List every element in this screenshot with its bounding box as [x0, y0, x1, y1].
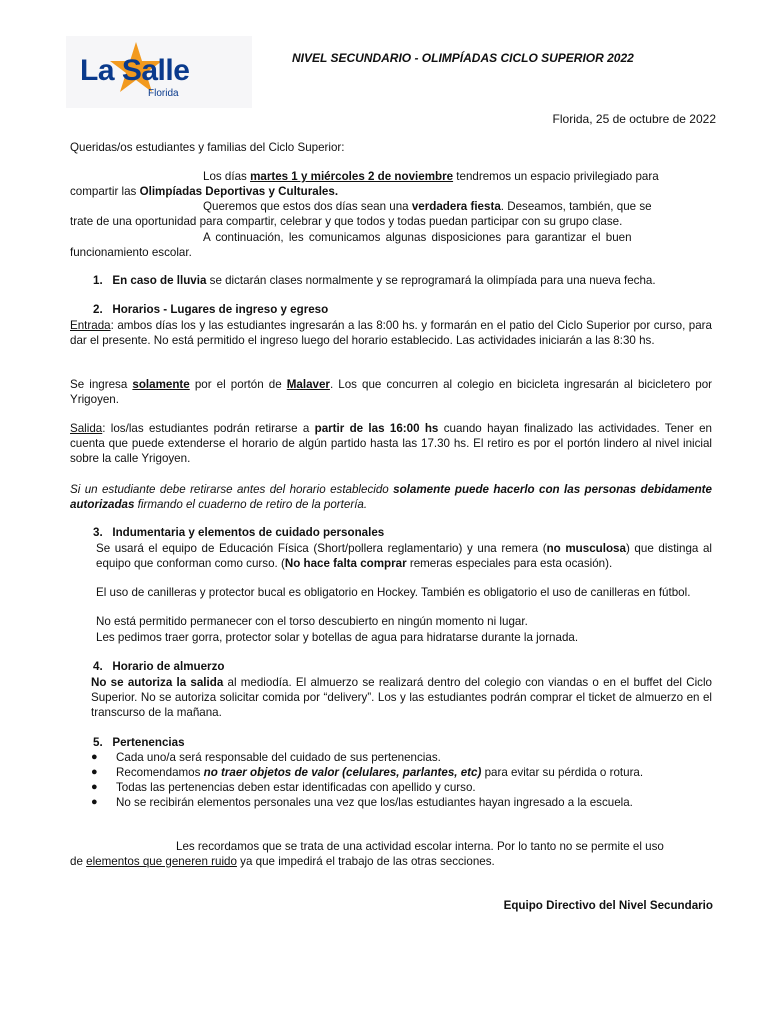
section-2-entrada: Entrada: ambos días los y las estudiantes ingresarán a las 8:00 hs. y formarán en el patio del Ciclo Superior por curso, para dar el presente. No está permitido el ingreso luego del horario establecido. Las actividades iniciarán a las 8:30 hs.: [70, 319, 712, 347]
bullet-icon: ●: [91, 766, 98, 778]
list-item: Recomendamos no traer objetos de valor (celulares, parlantes, etc) para evitar su pérdida o rotura.: [116, 766, 644, 779]
bullet-icon: ●: [91, 781, 98, 793]
section-2-ingreso: Se ingresa solamente por el portón de Malaver. Los que concurren al colegio en bicicleta ingresarán al bicicletero por Yrigoyen.: [70, 378, 713, 406]
section-5-heading: 5. Pertenencias: [93, 736, 185, 749]
logo-brand: La Salle: [80, 54, 190, 87]
section-3-heading: 3. Indumentaria y elementos de cuidado personales: [93, 526, 385, 539]
section-3-p4: Les pedimos traer gorra, protector solar y botellas de agua para hidratarse durante la jornada.: [96, 631, 579, 644]
intro-line-1: Los días martes 1 y miércoles 2 de noviembre tendremos un espacio privilegiado para: [203, 170, 659, 183]
list-item: No se recibirán elementos personales una vez que los/las estudiantes hayan ingresado a la escuela.: [116, 796, 633, 809]
section-3-p2: El uso de canilleras y protector bucal es obligatorio en Hockey. También es obligatorio el uso de canilleras en fútbol.: [96, 586, 691, 599]
section-3-p1: Se usará el equipo de Educación Física (Short/pollera reglamentario) y una remera (no musculosa) que distinga al equipo que conforman como curso. (No hace falta comprar remeras especiales para esta ocasión).: [96, 542, 713, 570]
closing-line-2: de elementos que generen ruido ya que impedirá el trabajo de las otras secciones.: [70, 855, 495, 868]
section-3-p3: No está permitido permanecer con el torso descubierto en ningún momento ni lugar.: [96, 615, 528, 628]
logo-sub: Florida: [148, 88, 179, 99]
list-item: Cada uno/a será responsable del cuidado de sus pertenencias.: [116, 751, 441, 764]
bullet-icon: ●: [91, 751, 98, 763]
signature: Equipo Directivo del Nivel Secundario: [503, 899, 713, 912]
intro-line-4: trate de una oportunidad para compartir, celebrar y que todos y todas puedan participar con su grupo clase.: [70, 215, 623, 228]
section-4-heading: 4. Horario de almuerzo: [93, 660, 225, 673]
section-2-heading: 2. Horarios - Lugares de ingreso y egreso: [93, 303, 329, 316]
greeting: Queridas/os estudiantes y familias del Ciclo Superior:: [70, 141, 345, 154]
section-2-salida: Salida: los/las estudiantes podrán retirarse a partir de las 16:00 hs cuando hayan finalizado las actividades. Tener en cuenta que puede extenderse el horario de algún partido hasta las 17.30 hs. El retiro es por el portón lindero al nivel inicial sobre la calle Yrigoyen.: [70, 422, 712, 465]
list-item: Todas las pertenencias deben estar identificadas con apellido y curso.: [116, 781, 476, 794]
intro-line-6: funcionamiento escolar.: [70, 246, 192, 259]
section-2-retiro: Si un estudiante debe retirarse antes del horario establecido solamente puede hacerlo con las personas debidamente autorizadas firmando el cuaderno de retiro de la portería.: [70, 483, 712, 511]
intro-line-2: compartir las Olimpíadas Deportivas y Culturales.: [70, 185, 339, 198]
document-header-title: NIVEL SECUNDARIO - OLIMPÍADAS CICLO SUPERIOR 2022: [292, 51, 634, 65]
la-salle-logo: [66, 36, 252, 108]
intro-line-3: Queremos que estos dos días sean una verdadera fiesta. Deseamos, también, que se: [203, 200, 652, 213]
closing-line-1: Les recordamos que se trata de una actividad escolar interna. Por lo tanto no se permite el uso: [176, 840, 664, 853]
section-1: 1. En caso de lluvia se dictarán clases normalmente y se reprogramará la olimpíada para una nueva fecha.: [93, 274, 656, 287]
bullet-icon: ●: [91, 796, 98, 808]
intro-line-5: A continuación, les comunicamos algunas disposiciones para garantizar el buen: [203, 231, 632, 244]
document-date: Florida, 25 de octubre de 2022: [552, 112, 716, 126]
section-4-text: No se autoriza la salida al mediodía. El almuerzo se realizará dentro del colegio con viandas o en el buffet del Ciclo Superior. No se autoriza solicitar comida por “delivery”. Los y las estudiantes podrán comprar el ticket de almuerzo en el transcurso de la mañana.: [91, 676, 712, 719]
